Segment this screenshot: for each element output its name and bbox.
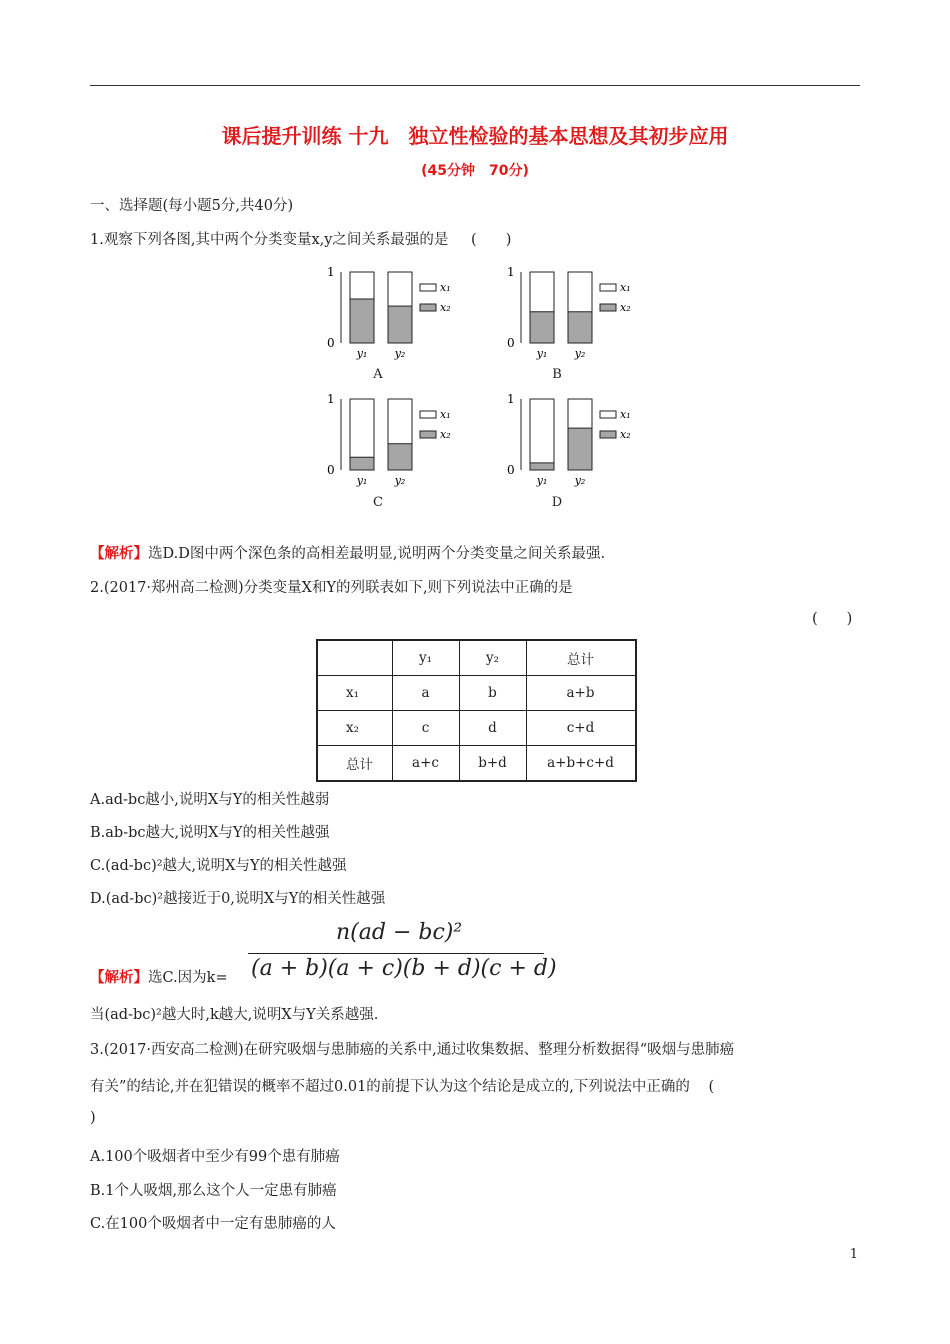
legend-x1-swatch [600,284,616,291]
table-row [317,711,636,746]
table-cell: a+b+c+d [526,746,636,782]
q1-analysis [90,542,605,563]
q3-stem-line1: 3.(2017·西安高二检测)在研究吸烟与患肺癌的关系中,通过收集数据、整理分析数据得“吸烟与患肺癌 [90,1042,735,1058]
q3-stem-line2 [90,1075,714,1096]
chart-a-label: A [373,367,383,382]
legend-x1-label: x₁ [440,408,451,421]
q3-paren-close: ) [90,1110,96,1126]
x-tick-label: y₁ [536,347,548,360]
table-cell: b [459,676,526,711]
q3-paren-open: ( [708,1079,715,1095]
stacked-bar-chart [325,265,465,368]
bar-x2-segment [530,312,554,343]
table-cell: c+d [526,711,636,746]
q2-analysis-tag: 【解析】 [90,969,148,986]
table-cell: 总计 [526,640,636,676]
bar-x2-segment [568,428,592,470]
legend-x1-label: x₁ [440,281,451,294]
q3-option-b: B.1个人吸烟,那么这个人一定患有肺癌 [90,1183,337,1199]
bar-x2-segment [388,306,412,343]
legend-x1-swatch [600,411,616,418]
y-axis-top-label: 1 [327,392,335,406]
section-heading: 一、选择题(每小题5分,共40分) [90,198,294,214]
q1-stem [90,228,511,249]
table-cell: y₂ [459,640,526,676]
bar-x2-segment [388,444,412,470]
y-axis-bottom-label: 0 [507,336,515,350]
table-row [317,746,636,782]
stacked-bar-chart [505,265,645,368]
chart-d-label: D [551,495,563,510]
q1-analysis-tag: 【解析】 [90,545,148,562]
q2-answer-paren: ( ) [812,611,853,627]
q2-analysis-text: 选C.因为k= [148,970,228,986]
legend-x2-swatch [600,431,616,438]
table-row [317,676,636,711]
table-cell: x₁ [317,676,392,711]
formula-denominator: (a + b)(a + c)(b + d)(c + d) [251,956,557,981]
q2-option-d: D.(ad-bc)²越接近于0,说明X与Y的相关性越强 [90,891,386,907]
page-subtitle: (45分钟 70分) [421,163,529,179]
q2-analysis-conclusion: 当(ad-bc)²越大时,k越大,说明X与Y关系越强. [90,1007,379,1023]
q1-answer-paren: ( ) [471,232,512,248]
table-cell: a+b [526,676,636,711]
fraction-bar [248,953,544,954]
q2-analysis [90,966,228,987]
bar-x2-segment [568,312,592,343]
table-cell: y₁ [392,640,459,676]
legend-x1-swatch [420,284,436,291]
table-cell: c [392,711,459,746]
x-tick-label: y₂ [394,474,406,487]
legend-x2-swatch [420,431,436,438]
table-cell: a+c [392,746,459,782]
y-axis-top-label: 1 [507,265,515,279]
legend-x2-swatch [420,304,436,311]
legend-x2-label: x₂ [620,428,631,441]
chart-b-label: B [552,367,562,382]
q2-stem: 2.(2017·郑州高二检测)分类变量X和Y的列联表如下,则下列说法中正确的是 [90,580,573,596]
y-axis-bottom-label: 0 [507,463,515,477]
table-cell: x₂ [317,711,392,746]
y-axis-top-label: 1 [507,392,515,406]
bar-x2-segment [350,299,374,343]
q3-option-a: A.100个吸烟者中至少有99个患有肺癌 [90,1149,340,1165]
y-axis-bottom-label: 0 [327,463,335,477]
formula-numerator: n(ad − bc)² [336,920,463,945]
legend-x1-label: x₁ [620,408,631,421]
x-tick-label: y₂ [394,347,406,360]
legend-x2-swatch [600,304,616,311]
table-cell: b+d [459,746,526,782]
table-cell [317,640,392,676]
x-tick-label: y₂ [574,474,586,487]
q2-option-c: C.(ad-bc)²越大,说明X与Y的相关性越强 [90,858,347,874]
q2-option-a: A.ad-bc越小,说明X与Y的相关性越弱 [90,792,330,808]
legend-x1-label: x₁ [620,281,631,294]
x-tick-label: y₁ [356,474,368,487]
q2-option-b: B.ab-bc越大,说明X与Y的相关性越强 [90,825,330,841]
header-rule [90,85,860,86]
x-tick-label: y₁ [356,347,368,360]
x-tick-label: y₁ [536,474,548,487]
bar-x1-segment [530,399,554,470]
table-header-row [317,640,636,676]
y-axis-top-label: 1 [327,265,335,279]
page-title: 课后提升训练 十九 独立性检验的基本思想及其初步应用 [221,124,729,148]
q3-option-c: C.在100个吸烟者中一定有患肺癌的人 [90,1216,336,1232]
legend-x2-label: x₂ [620,301,631,314]
contingency-table [316,639,637,782]
page-number: 1 [849,1247,858,1262]
table-cell: 总计 [317,746,392,782]
y-axis-bottom-label: 0 [327,336,335,350]
legend-x2-label: x₂ [440,301,451,314]
legend-x1-swatch [420,411,436,418]
q3-stem-line2-text: 有关”的结论,并在犯错误的概率不超过0.01的前提下认为这个结论是成立的,下列说法中正确的 [90,1079,690,1095]
chart-c-label: C [373,495,383,510]
q1-stem-text: 1.观察下列各图,其中两个分类变量x,y之间关系最强的是 [90,232,449,248]
stacked-bar-chart [325,392,465,495]
legend-x2-label: x₂ [440,428,451,441]
x-tick-label: y₂ [574,347,586,360]
table-cell: d [459,711,526,746]
stacked-bar-chart [505,392,645,495]
table-cell: a [392,676,459,711]
q1-analysis-text: 选D.D图中两个深色条的高相差最明显,说明两个分类变量之间关系最强. [148,546,606,562]
bar-x2-segment [530,463,554,470]
bar-x2-segment [350,457,374,470]
